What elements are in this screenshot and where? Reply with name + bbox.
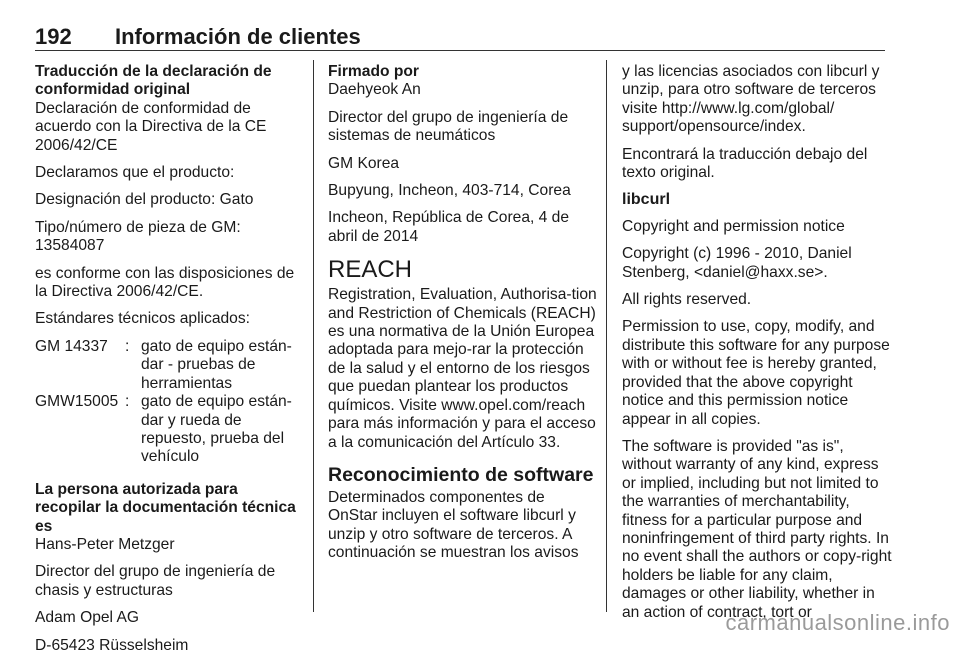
standard-description: gato de equipo están-dar - pruebas de herramientas [141, 337, 292, 392]
paragraph: Incheon, República de Corea, 4 de abril de 2014 [328, 209, 570, 245]
paragraph: Estándares técnicos aplicados: [35, 310, 250, 328]
paragraph: Determinados componentes de OnStar incluyen el software libcurl y unzip y otro software de terceros. A continuación se muestran los avisos [328, 488, 579, 562]
column-divider [606, 60, 607, 612]
column-2 [328, 63, 598, 613]
paragraph: Adam Opel AG [35, 609, 140, 627]
paragraph: Bupyung, Incheon, 403-714, Corea [328, 182, 571, 200]
paragraph: y las licencias asociados con libcurl y unzip, para otro software de terceros visite http://www.lg.com/global/ support/opensource/index. [622, 63, 880, 136]
paragraph: Declaración de conformidad de acuerdo con la Directiva de la CE 2006/42/CE [35, 99, 267, 154]
paragraph: Declaramos que el producto: [35, 164, 235, 182]
paragraph: All rights reserved. [622, 291, 752, 309]
paragraph: es conforme con las disposiciones de la Directiva 2006/42/CE. [35, 264, 295, 301]
standard-code: GM 14337 [35, 337, 108, 355]
paragraph: Director del grupo de ingeniería de sistemas de neumáticos [328, 108, 569, 145]
software-heading: Reconocimiento de software [328, 463, 594, 486]
column-1 [35, 63, 305, 654]
page-title: Información de clientes [115, 24, 361, 49]
reach-heading: REACH [328, 256, 413, 284]
paragraph: Encontrará la traducción debajo del texto original. [622, 145, 868, 182]
paragraph: Hans-Peter Metzger [35, 535, 175, 553]
standard-separator: : [125, 393, 130, 411]
libcurl-heading: libcurl [622, 191, 671, 209]
declaration-heading: Traducción de la declaración de conformidad original [35, 63, 272, 99]
paragraph: Permission to use, copy, modify, and distribute this software for any purpose with or without fee is hereby granted, provided that the above copyright notice and this permission notice appear in all copies. [622, 318, 890, 428]
table-row [35, 393, 305, 467]
signed-heading: Firmado por [328, 63, 419, 80]
page-number: 192 [35, 24, 72, 49]
paragraph: GM Korea [328, 154, 400, 172]
page-header [35, 26, 885, 51]
table-row [35, 338, 305, 393]
standard-description: gato de equipo están-dar y rueda de repuesto, prueba del vehículo [141, 393, 292, 466]
paragraph: Copyright and permission notice [622, 217, 845, 235]
paragraph: Tipo/número de pieza de GM: 13584087 [35, 218, 241, 255]
paragraph: D-65423 Rüsselsheim [35, 636, 189, 654]
paragraph: Registration, Evaluation, Authorisa-tion and Restriction of Chemicals (REACH) es una normativa de la Unión Europea adoptada para mejo-rar la protección de la salud y el entorno de los riesgos que puedan plantear los productos químicos. Visite www.opel.com/reach para más información y para el acceso a la comunicación del Artículo 33. [328, 286, 597, 451]
standard-separator: : [125, 337, 130, 355]
authorized-person-heading: La persona autorizada para recopilar la documentación técnica es [35, 480, 296, 535]
column-divider [313, 60, 314, 612]
paragraph: Designación del producto: Gato [35, 191, 254, 209]
standard-code: GMW15005 [35, 393, 119, 411]
watermark: carmanualsonline.info [725, 610, 950, 635]
paragraph: The software is provided "as is", without warranty of any kind, express or implied, including but not limited to the warranties of merchantability, fitness for a particular purpose and noninfringement of third party rights. In no event shall the authors or copy-right holders be liable for any claim, damages or other liability, whether in an action of contract, tort or [622, 437, 892, 621]
paragraph: Director del grupo de ingeniería de chasis y estructuras [35, 563, 276, 599]
column-3 [622, 63, 892, 621]
paragraph: Daehyeok An [328, 81, 421, 99]
standards-table [35, 338, 305, 467]
paragraph: Copyright (c) 1996 - 2010, Daniel Stenberg, <daniel@haxx.se>. [622, 245, 852, 281]
